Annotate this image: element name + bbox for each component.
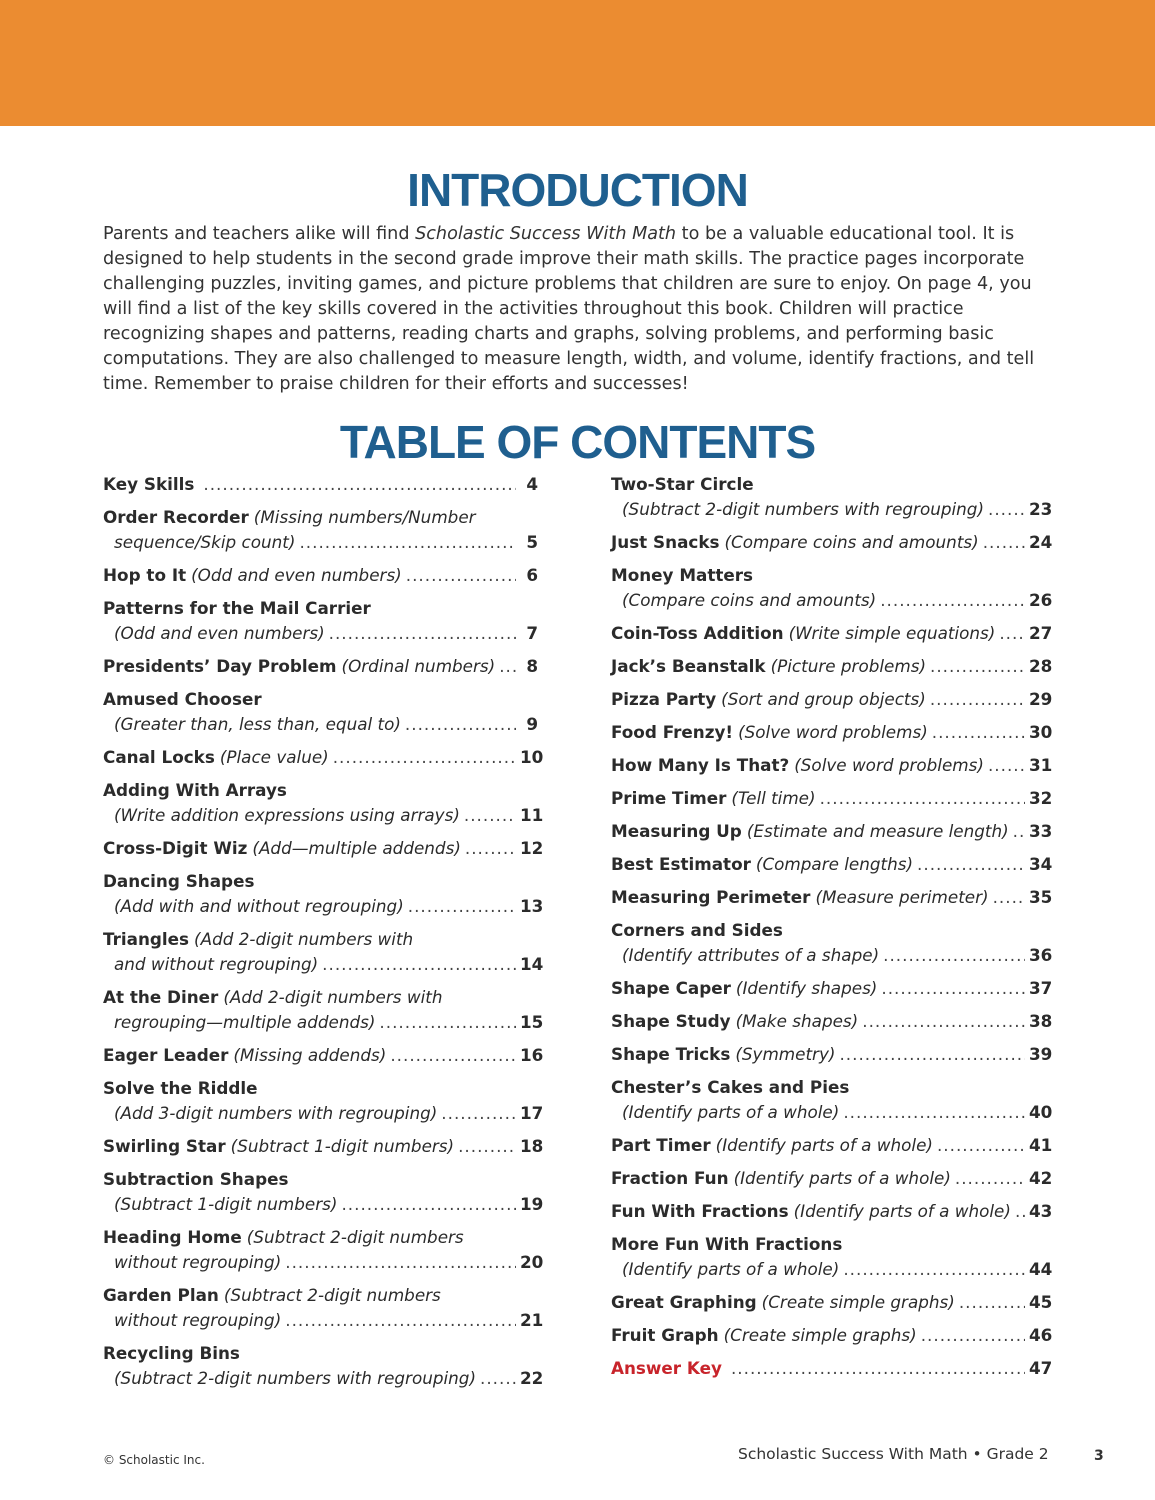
- toc-entry-title: Money Matters: [611, 565, 754, 585]
- dot-leader: [390, 1043, 516, 1068]
- toc-entry-title: Jack’s Beanstalk: [611, 656, 766, 676]
- toc-page-number: 4: [526, 474, 538, 494]
- toc-page-number: 41: [1029, 1135, 1053, 1155]
- toc-entry-title: Adding With Arrays: [103, 780, 287, 800]
- toc-page-number: 6: [526, 565, 538, 585]
- toc-page-number: 26: [1029, 590, 1053, 610]
- toc-entry-title: Key Skills: [103, 474, 195, 494]
- toc-entry[interactable]: [103, 927, 544, 977]
- toc-entry-description: (Solve word problems): [738, 722, 928, 742]
- toc-entry-line: [103, 563, 538, 588]
- toc-entry-description: (Estimate and measure length): [746, 821, 1009, 841]
- toc-entry-description: (Place value): [219, 747, 329, 767]
- toc-entry-title: Solve the Riddle: [103, 1078, 258, 1098]
- toc-entry[interactable]: [611, 1290, 1053, 1315]
- toc-page-number: 9: [526, 714, 538, 734]
- toc-entry[interactable]: [611, 1009, 1053, 1034]
- toc-entry-line: [103, 505, 538, 530]
- toc-entry-description: (Identify parts of a whole): [715, 1135, 933, 1155]
- toc-entry-line: [611, 497, 1053, 522]
- toc-page-number: 47: [1029, 1358, 1053, 1378]
- toc-entry[interactable]: [103, 1341, 544, 1391]
- toc-entry-description: (Subtract 1-digit numbers): [114, 1194, 338, 1214]
- toc-entry-description: (Add 3-digit numbers with regrouping): [114, 1103, 438, 1123]
- dot-leader: [843, 1257, 1025, 1282]
- toc-entry-line: [103, 1192, 544, 1217]
- toc-entry-description: (Create simple graphs): [723, 1325, 917, 1345]
- toc-entry-line: [611, 819, 1053, 844]
- toc-entry[interactable]: [103, 778, 544, 828]
- toc-entry-line: [103, 530, 538, 555]
- toc-entry-line: [103, 1308, 544, 1333]
- toc-entry-description: and without regrouping): [114, 954, 319, 974]
- toc-page-number: 8: [526, 656, 538, 676]
- toc-entry-description: (Create simple graphs): [761, 1292, 955, 1312]
- dot-leader: [937, 1133, 1025, 1158]
- intro-text-rest: to be a valuable educational tool. It is designed to help students in the second grade improve their math skills. The practice pages incorporate challenging puzzles, inviting games, and picture problems that children are sure to enjoy. On page 4, you will find a list of the key skills covered in the activities throughout this book. Children will practice recognizing shapes and patterns, reading charts and graphs, solving problems, and performing basic computations. They are also challenged to measure length, width, and volume, identify fractions, and tell time. Remember to praise children for their efforts and successes!: [103, 224, 1035, 394]
- dot-leader: [285, 1308, 516, 1333]
- toc-entry-description: sequence/Skip count): [114, 532, 296, 552]
- toc-entry[interactable]: [103, 1043, 544, 1068]
- toc-entry-line: [611, 1290, 1053, 1315]
- toc-entry[interactable]: [611, 1166, 1053, 1191]
- toc-entry[interactable]: [611, 1232, 1053, 1282]
- toc-entry-description: (Identify parts of a whole): [793, 1201, 1011, 1221]
- toc-entry-line: [103, 778, 538, 803]
- toc-entry-title: How Many Is That?: [611, 755, 790, 775]
- intro-text-start: Parents and teachers alike will find: [103, 224, 416, 244]
- toc-entry-line: [611, 563, 1047, 588]
- toc-entry[interactable]: [103, 563, 538, 588]
- toc-page-number: 12: [520, 838, 544, 858]
- toc-entry-line: [103, 1101, 544, 1126]
- toc-entry-description: regrouping—multiple addends): [114, 1012, 376, 1032]
- toc-entry-description: (Symmetry): [735, 1044, 836, 1064]
- toc-page-number: 5: [526, 532, 538, 552]
- dot-leader: [988, 753, 1025, 778]
- toc-entry-description: (Compare coins and amounts): [622, 590, 877, 610]
- toc-page-number: 40: [1029, 1102, 1053, 1122]
- toc-entry-line: [611, 588, 1053, 613]
- toc-entry-description: (Subtract 2-digit numbers with regrouping): [622, 499, 985, 519]
- toc-entry[interactable]: [611, 720, 1053, 745]
- toc-entry[interactable]: [611, 472, 1053, 522]
- toc-entry-description: (Greater than, less than, equal to): [114, 714, 401, 734]
- toc-entry-title: More Fun With Fractions: [611, 1234, 843, 1254]
- toc-entry[interactable]: [103, 596, 538, 646]
- toc-entry-line: [611, 472, 1047, 497]
- dot-leader: [333, 745, 516, 770]
- toc-entry-line: [103, 1366, 544, 1391]
- dot-leader: [862, 1009, 1025, 1034]
- toc-entry[interactable]: [611, 753, 1053, 778]
- toc-page-number: 34: [1029, 854, 1053, 874]
- toc-entry-title: Chester’s Cakes and Pies: [611, 1077, 850, 1097]
- dot-leader: [993, 885, 1025, 910]
- toc-entry-line: [103, 687, 538, 712]
- toc-entry-title: Heading Home: [103, 1227, 242, 1247]
- toc-entry-line: [611, 753, 1053, 778]
- toc-entry-line: [103, 1076, 538, 1101]
- toc-entry[interactable]: [103, 505, 538, 555]
- toc-entry-title: Measuring Up: [611, 821, 742, 841]
- toc-page-number: 28: [1029, 656, 1053, 676]
- toc-entry-description: (Missing numbers/Number: [253, 507, 476, 527]
- toc-entry-title: Dancing Shapes: [103, 871, 255, 891]
- toc-entry-title: Patterns for the Mail Carrier: [103, 598, 371, 618]
- dot-leader: [465, 836, 516, 861]
- toc-page-number: 22: [520, 1368, 544, 1388]
- toc-entry[interactable]: [103, 1167, 544, 1217]
- toc-entry-line: [103, 621, 538, 646]
- toc-entry-description: (Add with and without regrouping): [114, 896, 404, 916]
- toc-entry-line: [611, 976, 1053, 1001]
- toc-page-number: 14: [520, 954, 544, 974]
- toc-entry-title: Hop to It: [103, 565, 187, 585]
- dot-leader: [441, 1101, 516, 1126]
- toc-entry[interactable]: [103, 654, 538, 679]
- toc-entry-line: [103, 1043, 544, 1068]
- toc-entry[interactable]: [103, 745, 544, 770]
- toc-entry[interactable]: [103, 1283, 544, 1333]
- toc-entry[interactable]: [611, 1323, 1053, 1348]
- toc-page-number: 43: [1029, 1201, 1053, 1221]
- toc-entry-title: Pizza Party: [611, 689, 717, 709]
- toc-entry-line: [611, 720, 1053, 745]
- dot-leader: [883, 943, 1025, 968]
- dot-leader: [299, 530, 516, 555]
- toc-entry-description: (Ordinal numbers): [341, 656, 496, 676]
- toc-entry[interactable]: [611, 563, 1053, 613]
- toc-entry-line: [103, 1167, 538, 1192]
- toc-entry-line: [103, 472, 538, 497]
- toc-entry-line: [103, 836, 544, 861]
- page-number: 3: [1094, 1448, 1104, 1464]
- toc-entry-line: [103, 1010, 544, 1035]
- toc-entry[interactable]: [103, 687, 538, 737]
- toc-entry-description: (Odd and even numbers): [114, 623, 325, 643]
- toc-entry-description: (Subtract 2-digit numbers: [246, 1227, 464, 1247]
- toc-entry-line: [611, 654, 1053, 679]
- toc-page-number: 44: [1029, 1259, 1053, 1279]
- dot-leader: [930, 687, 1025, 712]
- toc-entry-line: [611, 1356, 1053, 1381]
- toc-entry-description: without regrouping): [114, 1252, 282, 1272]
- toc-right-column: [611, 472, 1053, 1389]
- toc-entry-title: Part Timer: [611, 1135, 711, 1155]
- toc-entry-description: (Write simple equations): [788, 623, 996, 643]
- toc-page-number: 31: [1029, 755, 1053, 775]
- toc-entry-title: Prime Timer: [611, 788, 727, 808]
- toc-page-number: 24: [1029, 532, 1053, 552]
- toc-entry[interactable]: [611, 1133, 1053, 1158]
- toc-entry-line: [103, 596, 538, 621]
- toc-page-number: 42: [1029, 1168, 1053, 1188]
- toc-entry-title: Just Snacks: [611, 532, 720, 552]
- toc-entry-line: [611, 530, 1053, 555]
- toc-entry-line: [611, 1257, 1053, 1282]
- toc-entry-title: Corners and Sides: [611, 920, 783, 940]
- toc-entry-title: Fruit Graph: [611, 1325, 719, 1345]
- dot-leader: [999, 621, 1025, 646]
- dot-leader: [988, 497, 1025, 522]
- copyright-notice: © Scholastic Inc.: [103, 1453, 205, 1467]
- toc-entry[interactable]: [611, 852, 1053, 877]
- dot-leader: [480, 1366, 516, 1391]
- toc-entry-title: Coin-Toss Addition: [611, 623, 784, 643]
- toc-entry-description: (Identify parts of a whole): [733, 1168, 951, 1188]
- footer-book-title: Scholastic Success With Math • Grade 2: [738, 1445, 1049, 1463]
- toc-entry-line: [103, 745, 544, 770]
- toc-page-number: 37: [1029, 978, 1053, 998]
- dot-leader: [955, 1166, 1025, 1191]
- toc-entry-line: [103, 894, 544, 919]
- toc-page-number: 11: [520, 805, 544, 825]
- toc-entry[interactable]: [611, 786, 1053, 811]
- introduction-paragraph: [103, 222, 1063, 397]
- toc-entry-title: Triangles: [103, 929, 190, 949]
- toc-entry-description: (Tell time): [731, 788, 816, 808]
- dot-leader: [930, 654, 1025, 679]
- dot-leader: [285, 1250, 516, 1275]
- dot-leader: [458, 1134, 516, 1159]
- toc-entry[interactable]: [611, 687, 1053, 712]
- dot-leader: [379, 1010, 516, 1035]
- dot-leader: [983, 530, 1025, 555]
- toc-entry-line: [103, 654, 538, 679]
- toc-entry-line: [611, 1100, 1053, 1125]
- dot-leader: [322, 952, 516, 977]
- toc-entry-title: Fun With Fractions: [611, 1201, 789, 1221]
- toc-entry-title: Two-Star Circle: [611, 474, 754, 494]
- dot-leader: [959, 1290, 1025, 1315]
- toc-page-number: 10: [520, 747, 544, 767]
- toc-entry-description: (Add 2-digit numbers with: [223, 987, 443, 1007]
- toc-left-column: [103, 472, 544, 1399]
- toc-page-number: 23: [1029, 499, 1053, 519]
- dot-leader: [329, 621, 516, 646]
- toc-page-number: 39: [1029, 1044, 1053, 1064]
- toc-entry[interactable]: [611, 1075, 1053, 1125]
- dot-leader: [1013, 819, 1025, 844]
- toc-entry-description: (Compare coins and amounts): [724, 532, 979, 552]
- toc-entry-title: Order Recorder: [103, 507, 249, 527]
- toc-page-number: 33: [1029, 821, 1053, 841]
- dot-leader: [341, 1192, 516, 1217]
- toc-entry[interactable]: [103, 1225, 544, 1275]
- toc-entry-description: without regrouping): [114, 1310, 282, 1330]
- toc-entry[interactable]: [611, 530, 1053, 555]
- dot-leader: [464, 803, 516, 828]
- toc-entry-line: [103, 927, 538, 952]
- dot-leader: [921, 1323, 1025, 1348]
- toc-page-number: 17: [520, 1103, 544, 1123]
- toc-entry-line: [611, 1199, 1053, 1224]
- toc-entry-line: [611, 918, 1047, 943]
- toc-entry-title: Shape Caper: [611, 978, 731, 998]
- toc-page-number: 27: [1029, 623, 1053, 643]
- toc-entry-line: [611, 1133, 1053, 1158]
- toc-entry-title: Shape Study: [611, 1011, 731, 1031]
- toc-entry-description: (Missing addends): [233, 1045, 387, 1065]
- toc-page-number: 32: [1029, 788, 1053, 808]
- toc-page-number: 15: [520, 1012, 544, 1032]
- dot-leader: [881, 976, 1025, 1001]
- toc-entry-title: Answer Key: [611, 1358, 722, 1378]
- dot-leader: [406, 563, 516, 588]
- toc-entry-title: Great Graphing: [611, 1292, 757, 1312]
- toc-page-number: 19: [520, 1194, 544, 1214]
- toc-entry-line: [611, 1166, 1053, 1191]
- toc-entry-description: (Identify attributes of a shape): [622, 945, 880, 965]
- toc-entry-description: (Picture problems): [770, 656, 927, 676]
- toc-entry-line: [611, 786, 1053, 811]
- dot-leader: [408, 894, 516, 919]
- toc-entry[interactable]: [611, 1042, 1053, 1067]
- toc-entry[interactable]: [103, 1134, 544, 1159]
- introduction-title: INTRODUCTION: [407, 164, 748, 216]
- toc-entry-line: [103, 985, 538, 1010]
- toc-entry-description: (Add—multiple addends): [252, 838, 461, 858]
- toc-entry-line: [103, 869, 538, 894]
- toc-page-number: 20: [520, 1252, 544, 1272]
- toc-entry-description: (Solve word problems): [794, 755, 984, 775]
- toc-entry-description: (Sort and group objects): [721, 689, 926, 709]
- toc-entry-line: [611, 885, 1053, 910]
- toc-entry-line: [611, 1075, 1047, 1100]
- toc-entry[interactable]: [611, 1199, 1053, 1224]
- toc-page-number: 18: [520, 1136, 544, 1156]
- toc-entry-title: Eager Leader: [103, 1045, 229, 1065]
- dot-leader: [731, 1356, 1025, 1381]
- table-of-contents-title: TABLE OF CONTENTS: [339, 416, 816, 468]
- dot-leader: [932, 720, 1025, 745]
- toc-entry[interactable]: [103, 472, 538, 497]
- toc-entry-line: [103, 1134, 544, 1159]
- toc-entry-line: [103, 1250, 544, 1275]
- toc-page-number: 13: [520, 896, 544, 916]
- toc-entry-description: (Identify parts of a whole): [622, 1259, 840, 1279]
- toc-entry-title: Garden Plan: [103, 1285, 219, 1305]
- dot-leader: [405, 712, 516, 737]
- toc-entry[interactable]: [611, 621, 1053, 646]
- toc-entry[interactable]: [611, 976, 1053, 1001]
- toc-entry-line: [611, 1323, 1053, 1348]
- toc-page-number: 29: [1029, 689, 1053, 709]
- toc-page-number: 7: [526, 623, 538, 643]
- toc-entry[interactable]: [611, 654, 1053, 679]
- toc-page-number: 30: [1029, 722, 1053, 742]
- dot-leader: [839, 1042, 1025, 1067]
- toc-entry[interactable]: [103, 985, 544, 1035]
- toc-entry-description: (Identify parts of a whole): [622, 1102, 840, 1122]
- toc-entry-title: Presidents’ Day Problem: [103, 656, 337, 676]
- toc-entry-title: Recycling Bins: [103, 1343, 240, 1363]
- toc-entry-line: [103, 803, 544, 828]
- toc-entry-title: Cross-Digit Wiz: [103, 838, 248, 858]
- toc-entry-line: [103, 712, 538, 737]
- toc-page-number: 36: [1029, 945, 1053, 965]
- toc-page-number: 45: [1029, 1292, 1053, 1312]
- toc-entry-line: [611, 621, 1053, 646]
- toc-page-number: 21: [520, 1310, 544, 1330]
- toc-entry-description: (Identify shapes): [735, 978, 878, 998]
- toc-entry-title: Best Estimator: [611, 854, 751, 874]
- toc-entry-line: [611, 1232, 1047, 1257]
- toc-entry-title: Food Frenzy!: [611, 722, 734, 742]
- toc-entry-title: At the Diner: [103, 987, 219, 1007]
- intro-book-title: Scholastic Success With Math: [415, 224, 677, 244]
- toc-entry-title: Measuring Perimeter: [611, 887, 811, 907]
- toc-entry-line: [611, 687, 1053, 712]
- toc-entry[interactable]: [103, 1076, 544, 1126]
- toc-entry-line: [611, 1009, 1053, 1034]
- toc-entry-line: [103, 1225, 538, 1250]
- toc-entry-description: (Compare lengths): [755, 854, 914, 874]
- toc-entry[interactable]: [611, 918, 1053, 968]
- toc-entry-description: (Odd and even numbers): [191, 565, 402, 585]
- dot-leader: [917, 852, 1025, 877]
- toc-entry-line: [103, 952, 544, 977]
- top-orange-band: [0, 0, 1155, 126]
- dot-leader: [203, 472, 516, 497]
- toc-entry-description: (Subtract 1-digit numbers): [230, 1136, 455, 1156]
- toc-entry-line: [103, 1283, 538, 1308]
- toc-entry[interactable]: [611, 1356, 1053, 1381]
- toc-entry-description: (Subtract 2-digit numbers: [223, 1285, 441, 1305]
- toc-entry-title: Swirling Star: [103, 1136, 226, 1156]
- toc-entry-line: [103, 1341, 538, 1366]
- toc-entry-title: Canal Locks: [103, 747, 215, 767]
- toc-page-number: 16: [520, 1045, 544, 1065]
- dot-leader: [820, 786, 1025, 811]
- toc-entry[interactable]: [103, 836, 544, 861]
- toc-entry-title: Shape Tricks: [611, 1044, 731, 1064]
- toc-entry-line: [611, 943, 1053, 968]
- toc-entry-description: (Write addition expressions using arrays): [114, 805, 460, 825]
- toc-entry-line: [611, 1042, 1053, 1067]
- dot-leader: [1015, 1199, 1025, 1224]
- toc-entry-title: Subtraction Shapes: [103, 1169, 289, 1189]
- toc-page-number: 35: [1029, 887, 1053, 907]
- toc-page-number: 46: [1029, 1325, 1053, 1345]
- toc-entry-description: (Subtract 2-digit numbers with regrouping): [114, 1368, 477, 1388]
- toc-entry-description: (Add 2-digit numbers with: [194, 929, 414, 949]
- toc-entry-title: Fraction Fun: [611, 1168, 729, 1188]
- dot-leader: [499, 654, 516, 679]
- dot-leader: [843, 1100, 1025, 1125]
- toc-entry-description: (Make shapes): [735, 1011, 859, 1031]
- toc-entry-title: Amused Chooser: [103, 689, 262, 709]
- toc-page-number: 38: [1029, 1011, 1053, 1031]
- toc-entry[interactable]: [611, 819, 1053, 844]
- toc-entry[interactable]: [611, 885, 1053, 910]
- toc-entry-line: [611, 852, 1053, 877]
- toc-entry[interactable]: [103, 869, 544, 919]
- dot-leader: [880, 588, 1025, 613]
- toc-entry-description: (Measure perimeter): [815, 887, 989, 907]
